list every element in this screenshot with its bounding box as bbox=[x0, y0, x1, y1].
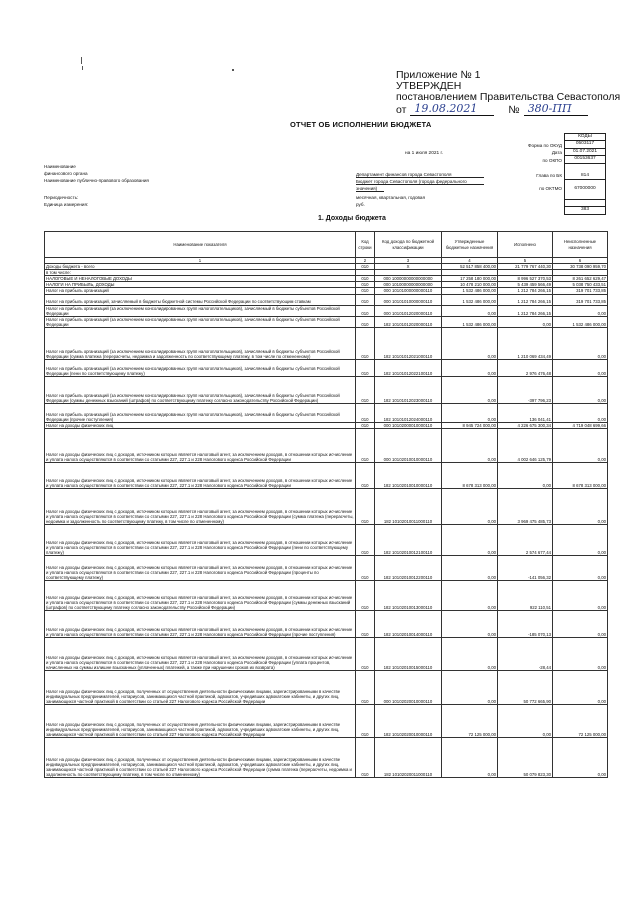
row-kbk: 000 10101012020000110 bbox=[375, 305, 442, 316]
row-name: Налог на доходы физических лиц с доходов, источником которых является налоговый агент, за исключением доходов, в отношении которых исчисление и уплата налога осуществляются в соответствии со статьями 227, 227.1 и 228 Налогового кодекса Российской Федерации (прочие поступления) bbox=[45, 611, 356, 638]
row-code: 010 bbox=[356, 671, 375, 705]
table-row bbox=[45, 359, 608, 376]
row-done: -28,44 bbox=[498, 638, 553, 671]
row-code: 010 bbox=[356, 463, 375, 489]
row-left: 319 701 733,85 bbox=[553, 294, 608, 305]
row-code: 010 bbox=[356, 581, 375, 611]
row-approved: 0,00 bbox=[442, 581, 498, 611]
row-name: Налог на доходы физических лиц с доходов, полученных от осуществления деятельности физическими лицами, зарегистрированными в качестве индивидуальных предпринимателей, нотариусов, занимающихся частной практикой, адвокатов, учредивших адвокатские кабинеты, и других лиц, занимающихся частной практикой в соответствии со статьей 227 Налогового кодекса Российской Федерации bbox=[45, 705, 356, 738]
table-row bbox=[45, 489, 608, 525]
row-done: 1 212 784 266,15 bbox=[498, 294, 553, 305]
row-code: 010 bbox=[356, 316, 375, 327]
table-row bbox=[45, 463, 608, 489]
section-title: 1. Доходы бюджета bbox=[318, 215, 386, 222]
row-name: Налог на прибыль организаций bbox=[45, 288, 356, 294]
row-left: 1 532 486 000,00 bbox=[553, 316, 608, 327]
row-left: 30 738 090 959,70 bbox=[553, 264, 608, 270]
col-number: 3 bbox=[375, 258, 442, 264]
table-row bbox=[45, 738, 608, 778]
row-name: в том числе: bbox=[45, 270, 356, 276]
row-done: 5 439 459 566,49 bbox=[498, 282, 553, 288]
row-approved: 8 945 724 000,00 bbox=[442, 422, 498, 428]
code-okpo: 00153637 bbox=[565, 156, 606, 164]
fin-org-value: Департамент финансов города Севастополя bbox=[356, 172, 484, 178]
row-approved: 0,00 bbox=[442, 327, 498, 359]
row-done: 922 110,51 bbox=[498, 581, 553, 611]
table-row bbox=[45, 376, 608, 403]
row-approved: 0,00 bbox=[442, 403, 498, 422]
row-done: 0,00 bbox=[498, 705, 553, 738]
report-date: на 1 июля 2021 г. bbox=[405, 151, 444, 156]
fin-org-label-1: Наименование bbox=[44, 164, 76, 169]
row-left: 0,00 bbox=[553, 638, 608, 671]
row-left: 8 261 652 629,47 bbox=[553, 276, 608, 282]
col-number: 6 bbox=[553, 258, 608, 264]
row-done: 4 002 646 125,79 bbox=[498, 429, 553, 463]
row-name: Налог на доходы физических лиц с доходов, полученных от осуществления деятельности физическими лицами, зарегистрированными в качестве индивидуальных предпринимателей, нотариусов, занимающихся частной практикой, адвокатов, учредивших адвокатские кабинеты, и других лиц, занимающихся частной практикой в соответствии со статьей 227 Налогового кодекса Российской Федерации (сумма платежа (перерасчеты, недоимка и задолженность по соответствующему платежу, в том числе по отмененному) bbox=[45, 738, 356, 778]
row-done: 8 996 527 370,53 bbox=[498, 276, 553, 282]
col-number: 4 bbox=[442, 258, 498, 264]
row-left: 0,00 bbox=[553, 403, 608, 422]
handwritten-date: 19.08.2021 bbox=[410, 103, 494, 116]
table-row bbox=[45, 556, 608, 581]
table-row bbox=[45, 429, 608, 463]
scan-mark bbox=[232, 69, 234, 71]
row-approved: 8 678 313 000,00 bbox=[442, 463, 498, 489]
row-code: 010 bbox=[356, 327, 375, 359]
row-code: 010 bbox=[356, 429, 375, 463]
code-empty bbox=[565, 199, 606, 207]
row-left: 0,00 bbox=[553, 611, 608, 638]
row-approved: 0,00 bbox=[442, 556, 498, 581]
row-name: Налог на прибыль организаций (за исключением консолидированных групп налогоплательщиков), зачисляемый в бюджеты субъектов Российской Федерации (прочие поступления) bbox=[45, 403, 356, 422]
row-left: 0,00 bbox=[553, 376, 608, 403]
report-title: ОТЧЕТ ОБ ИСПОЛНЕНИИ БЮДЖЕТА bbox=[290, 120, 432, 129]
row-done: 50 079 823,30 bbox=[498, 738, 553, 778]
col-header-kbk: Код дохода по бюджетной классификации bbox=[375, 232, 442, 258]
unit-label: Единица измерения: bbox=[44, 202, 89, 207]
table-row bbox=[45, 581, 608, 611]
row-kbk: 182 10101012020000110 bbox=[375, 316, 442, 327]
row-approved: 0,00 bbox=[442, 305, 498, 316]
row-code: 010 bbox=[356, 376, 375, 403]
row-name: Налог на прибыль организаций (за исключением консолидированных групп налогоплательщиков), зачисляемый в бюджеты субъектов Российской Федерации (сумма платежа (перерасчеты, недоимка и задолженность по соответствующему платежу, в том числе по отмененному) bbox=[45, 327, 356, 359]
row-name: Налог на прибыль организаций (за исключением консолидированных групп налогоплательщиков), зачисляемый в бюджеты субъектов Российской Федерации (суммы денежных взысканий (штрафов) по соответствующему платежу согласно законодательству Российской Федерации) bbox=[45, 376, 356, 403]
row-kbk: 000 10000000000000000 bbox=[375, 276, 442, 282]
table-row bbox=[45, 638, 608, 671]
codes-header: КОДЫ bbox=[565, 134, 606, 141]
label-okpo: по ОКПО bbox=[542, 158, 562, 163]
row-done: 0,00 bbox=[498, 316, 553, 327]
codes-box bbox=[564, 133, 606, 215]
code-glava: 814 bbox=[565, 163, 606, 179]
scan-mark bbox=[81, 57, 82, 64]
table-row bbox=[45, 611, 608, 638]
table-row bbox=[45, 671, 608, 705]
table-header-row bbox=[45, 232, 608, 258]
row-approved: 0,00 bbox=[442, 611, 498, 638]
row-kbk: 000 10101010000000110 bbox=[375, 294, 442, 305]
row-kbk: 182 10102010012100110 bbox=[375, 525, 442, 556]
row-code: 010 bbox=[356, 282, 375, 288]
col-number: 5 bbox=[498, 258, 553, 264]
row-name: Доходы бюджета - всего bbox=[45, 264, 356, 270]
row-name: Налог на доходы физических лиц с доходов, источником которых является налоговый агент, за исключением доходов, в отношении которых исчисление и уплата налога осуществляются в соответствии со статьями 227, 227.1 и 228 Налогового кодекса Российской Федерации (проценты по соответствующему платежу) bbox=[45, 556, 356, 581]
budget-name-2: значения) bbox=[356, 186, 384, 192]
row-approved: 1 532 486 000,00 bbox=[442, 316, 498, 327]
row-kbk: 182 10101012021000110 bbox=[375, 327, 442, 359]
row-done: 1 212 784 266,15 bbox=[498, 288, 553, 294]
row-code: 010 bbox=[356, 489, 375, 525]
row-kbk: 182 10101012022100110 bbox=[375, 359, 442, 376]
row-name: Налог на прибыль организаций, зачисляемый в бюджеты бюджетной системы Российской Федерации по соответствующим ставкам bbox=[45, 294, 356, 305]
row-approved: 52 517 858 400,00 bbox=[442, 264, 498, 270]
row-code: 010 bbox=[356, 556, 375, 581]
row-kbk: X bbox=[375, 264, 442, 270]
label-okud: Форма по ОКУД bbox=[527, 143, 562, 148]
row-left: 0,00 bbox=[553, 581, 608, 611]
row-done: -397 796,23 bbox=[498, 376, 553, 403]
row-kbk: 000 10102020010000110 bbox=[375, 671, 442, 705]
row-name: Налог на доходы физических лиц с доходов, источником которых является налоговый агент, за исключением доходов, в отношении которых исчисление и уплата налога осуществляются в соответствии со статьями 227, 227.1 и 228 Налогового кодекса Российской Федерации (суммы денежных взысканий (штрафов) по соответствующему платежу согласно законодательству Российской Федерации) bbox=[45, 581, 356, 611]
row-name: Налог на доходы физических лиц с доходов, источником которых является налоговый агент, за исключением доходов, в отношении которых исчисление и уплата налога осуществляются в соответствии со статьями 227, 227.1 и 228 Налогового кодекса Российской Федерации (пени по соответствующему платежу) bbox=[45, 525, 356, 556]
row-code: 010 bbox=[356, 276, 375, 282]
scan-mark bbox=[82, 66, 83, 70]
row-code: 010 bbox=[356, 525, 375, 556]
col-header-left: Неисполненные назначения bbox=[553, 232, 608, 258]
col-header-approved: Утвержденные бюджетные назначения bbox=[442, 232, 498, 258]
periodicity-label: Периодичность: bbox=[44, 195, 79, 200]
row-code: 010 bbox=[356, 638, 375, 671]
row-kbk: 182 10102010014000110 bbox=[375, 611, 442, 638]
row-approved: 0,00 bbox=[442, 429, 498, 463]
row-kbk: 182 10102010012200110 bbox=[375, 556, 442, 581]
row-kbk: 182 10102020010000110 bbox=[375, 705, 442, 738]
row-approved: 0,00 bbox=[442, 525, 498, 556]
row-kbk: 182 10101012024000110 bbox=[375, 403, 442, 422]
row-kbk: 182 10101012023000110 bbox=[375, 376, 442, 403]
code-okud: 0503117 bbox=[565, 141, 606, 149]
row-left: 72 125 000,00 bbox=[553, 705, 608, 738]
table-row bbox=[45, 294, 608, 305]
table-row bbox=[45, 525, 608, 556]
row-name: Налог на доходы физических лиц с доходов, источником которых является налоговый агент, за исключением доходов, в отношении которых исчисление и уплата налога осуществляются в соответствии со статьями 227, 227.1 и 228 Налогового кодекса Российской Федерации bbox=[45, 429, 356, 463]
row-done: -185 070,13 bbox=[498, 611, 553, 638]
row-name: Налог на доходы физических лиц с доходов, источником которых является налоговый агент, за исключением доходов, в отношении которых исчисление и уплата налога осуществляются в соответствии со статьями 227, 227.1 и 228 Налогового кодекса Российской Федерации (уплата процентов, начисленных на суммы излишне взысканных (уплаченных) платежей, а также при нарушении сроков их возврата) bbox=[45, 638, 356, 671]
row-left: 0,00 bbox=[553, 556, 608, 581]
col-number: 2 bbox=[356, 258, 375, 264]
row-name: Налог на доходы физических лиц с доходов, источником которых является налоговый агент, за исключением доходов, в отношении которых исчисление и уплата налога осуществляются в соответствии со статьями 227, 227.1 и 228 Налогового кодекса Российской Федерации (сумма платежа (перерасчеты, недоимка и задолженность по соответствующему платежу, в том числе по отмененному) bbox=[45, 489, 356, 525]
row-done: 2 574 677,44 bbox=[498, 525, 553, 556]
row-approved: 0,00 bbox=[442, 489, 498, 525]
table-row bbox=[45, 403, 608, 422]
row-code: 010 bbox=[356, 288, 375, 294]
code-date: 01.07.2021 bbox=[565, 148, 606, 156]
row-code: 010 bbox=[356, 422, 375, 428]
number-label: № bbox=[508, 104, 520, 116]
table-row bbox=[45, 316, 608, 327]
resolution-label: постановлением Правительства Севастополя bbox=[396, 91, 621, 103]
code-oktmo: 67000000 bbox=[565, 179, 606, 199]
row-code: 010 bbox=[356, 403, 375, 422]
label-date: Дата bbox=[551, 150, 562, 155]
row-done: 2 976 476,48 bbox=[498, 359, 553, 376]
row-left: 0,00 bbox=[553, 489, 608, 525]
row-kbk: 182 10102010013000110 bbox=[375, 581, 442, 611]
approved-label: УТВЕРЖДЕН bbox=[396, 80, 462, 92]
fin-org-label-2: финансового органа bbox=[44, 171, 88, 176]
row-left: 319 701 733,85 bbox=[553, 288, 608, 294]
row-left: 0,00 bbox=[553, 327, 608, 359]
col-header-name: Наименование показателя bbox=[45, 232, 356, 258]
row-left: 0,00 bbox=[553, 359, 608, 376]
row-approved: 10 478 210 000,00 bbox=[442, 282, 498, 288]
row-done: 1 212 784 266,15 bbox=[498, 305, 553, 316]
row-left: 0,00 bbox=[553, 738, 608, 778]
row-code: 010 bbox=[356, 264, 375, 270]
row-kbk: 000 10102000010000110 bbox=[375, 422, 442, 428]
approval-signature-line bbox=[396, 103, 626, 116]
row-code: 010 bbox=[356, 705, 375, 738]
row-done: -141 056,32 bbox=[498, 556, 553, 581]
row-code: 010 bbox=[356, 611, 375, 638]
row-approved: 1 532 486 000,00 bbox=[442, 294, 498, 305]
row-code: 010 bbox=[356, 305, 375, 316]
label-glava: Глава по БК bbox=[536, 173, 562, 178]
row-left: 5 038 750 433,51 bbox=[553, 282, 608, 288]
row-code: 010 bbox=[356, 359, 375, 376]
income-table bbox=[44, 231, 608, 778]
table-row bbox=[45, 305, 608, 316]
row-kbk: 000 10101000000000110 bbox=[375, 288, 442, 294]
col-header-code: Код строки bbox=[356, 232, 375, 258]
row-done: 0,00 bbox=[498, 463, 553, 489]
row-left: 0,00 bbox=[553, 305, 608, 316]
row-kbk: 182 10102020011000110 bbox=[375, 738, 442, 778]
row-kbk: 182 10102010010000110 bbox=[375, 463, 442, 489]
row-done: 21 779 767 440,30 bbox=[498, 264, 553, 270]
from-label: от bbox=[396, 104, 407, 116]
pub-entity-label: Наименование публично-правового образования bbox=[44, 178, 149, 183]
table-row bbox=[45, 327, 608, 359]
row-done: 4 226 675 300,34 bbox=[498, 422, 553, 428]
row-name: Налог на доходы физических лиц с доходов, источником которых является налоговый агент, за исключением доходов, в отношении которых исчисление и уплата налога осуществляются в соответствии со статьями 227, 227.1 и 228 Налогового кодекса Российской Федерации bbox=[45, 463, 356, 489]
approval-block bbox=[396, 70, 626, 116]
appendix-label: Приложение № 1 bbox=[396, 69, 481, 81]
row-left: 8 678 313 000,00 bbox=[553, 463, 608, 489]
row-kbk: 000 10100000000000000 bbox=[375, 282, 442, 288]
row-name: Налог на доходы физических лиц bbox=[45, 422, 356, 428]
row-left: 0,00 bbox=[553, 429, 608, 463]
row-approved: 0,00 bbox=[442, 638, 498, 671]
row-name: Налог на прибыль организаций (за исключением консолидированных групп налогоплательщиков), зачисляемый в бюджеты субъектов Российской Федерации (пени по соответствующему платежу) bbox=[45, 359, 356, 376]
row-name: Налог на прибыль организаций (за исключением консолидированных групп налогоплательщиков), зачисляемый в бюджеты субъектов Российской Федерации bbox=[45, 305, 356, 316]
budget-name-1: Бюджет города Севастополя (города федерального bbox=[356, 179, 484, 185]
row-left: 4 719 048 699,66 bbox=[553, 422, 608, 428]
row-left: 0,00 bbox=[553, 671, 608, 705]
row-approved: 0,00 bbox=[442, 376, 498, 403]
row-code: 010 bbox=[356, 294, 375, 305]
handwritten-number: 380-ПП bbox=[524, 103, 588, 116]
row-name: НАЛОГИ НА ПРИБЫЛЬ, ДОХОДЫ bbox=[45, 282, 356, 288]
table-row bbox=[45, 705, 608, 738]
unit-value: руб. bbox=[356, 202, 365, 207]
periodicity-value: месячная, квартальная, годовая bbox=[356, 195, 425, 200]
row-code: 010 bbox=[356, 738, 375, 778]
row-kbk: 000 10102010010000110 bbox=[375, 429, 442, 463]
row-approved: 0,00 bbox=[442, 671, 498, 705]
row-approved: 0,00 bbox=[442, 738, 498, 778]
row-left: 0,00 bbox=[553, 525, 608, 556]
label-oktmo: по ОКТМО bbox=[539, 186, 562, 191]
row-done: 3 969 475 485,73 bbox=[498, 489, 553, 525]
row-approved: 0,00 bbox=[442, 359, 498, 376]
row-name: Налог на доходы физических лиц с доходов, полученных от осуществления деятельности физическими лицами, зарегистрированными в качестве индивидуальных предпринимателей, нотариусов, занимающихся частной практикой, адвокатов, учредивших адвокатские кабинеты, и других лиц, занимающихся частной практикой в соответствии со статьей 227 Налогового кодекса Российской Федерации bbox=[45, 671, 356, 705]
row-name: Налог на прибыль организаций (за исключением консолидированных групп налогоплательщиков), зачисляемый в бюджеты субъектов Российской Федерации bbox=[45, 316, 356, 327]
col-number: 1 bbox=[45, 258, 356, 264]
row-approved: 1 532 486 000,00 bbox=[442, 288, 498, 294]
row-approved: 72 125 000,00 bbox=[442, 705, 498, 738]
col-header-done: Исполнено bbox=[498, 232, 553, 258]
row-kbk: 182 10102010011000110 bbox=[375, 489, 442, 525]
row-done: 50 772 665,90 bbox=[498, 671, 553, 705]
row-done: 1 210 069 434,49 bbox=[498, 327, 553, 359]
row-name: НАЛОГОВЫЕ И НЕНАЛОГОВЫЕ ДОХОДЫ bbox=[45, 276, 356, 282]
row-kbk: 182 10102010015000110 bbox=[375, 638, 442, 671]
row-approved: 17 258 180 000,00 bbox=[442, 276, 498, 282]
row-done: 136 041,41 bbox=[498, 403, 553, 422]
code-okei: 383 bbox=[565, 207, 606, 215]
